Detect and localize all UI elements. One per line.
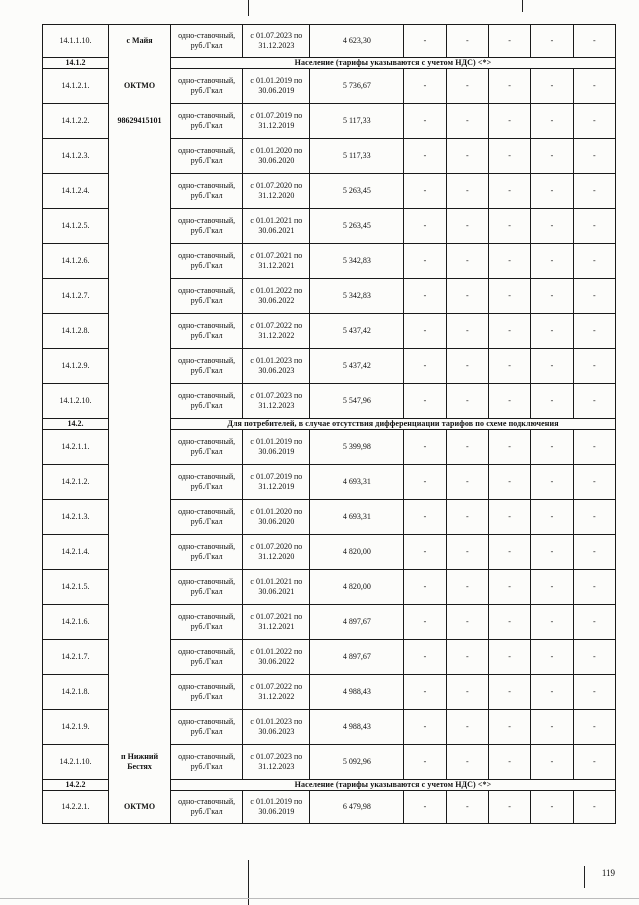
settlement-cell xyxy=(109,139,171,174)
empty-value-dash: - xyxy=(488,745,530,780)
empty-value-dash: - xyxy=(573,535,615,570)
empty-value-dash: - xyxy=(446,570,488,605)
unit-cell: одно-ставочный, руб./Гкал xyxy=(171,465,243,500)
empty-value-dash: - xyxy=(531,570,573,605)
section-header-row xyxy=(43,419,616,430)
empty-value-dash: - xyxy=(488,174,530,209)
empty-value-dash: - xyxy=(404,570,446,605)
unit-cell: одно-ставочный, руб./Гкал xyxy=(171,279,243,314)
empty-value-dash: - xyxy=(404,710,446,745)
period-cell: с 01.01.2021 по 30.06.2021 xyxy=(243,209,310,244)
table-row xyxy=(43,570,616,605)
empty-value-dash: - xyxy=(404,279,446,314)
row-code: 14.1.2.5. xyxy=(43,209,109,244)
row-code: 14.2.1.2. xyxy=(43,465,109,500)
empty-value-dash: - xyxy=(488,104,530,139)
place-cell xyxy=(109,780,171,791)
empty-value-dash: - xyxy=(404,465,446,500)
table-row xyxy=(43,209,616,244)
row-code: 14.2.1.10. xyxy=(43,745,109,780)
empty-value-dash: - xyxy=(404,605,446,640)
empty-value-dash: - xyxy=(446,209,488,244)
empty-value-dash: - xyxy=(573,430,615,465)
period-cell: с 01.01.2022 по 30.06.2022 xyxy=(243,279,310,314)
empty-value-dash: - xyxy=(573,675,615,710)
section-header-row xyxy=(43,780,616,791)
row-code: 14.1.2.3. xyxy=(43,139,109,174)
table-row xyxy=(43,174,616,209)
table-row xyxy=(43,500,616,535)
settlement-cell xyxy=(109,314,171,349)
unit-cell: одно-ставочный, руб./Гкал xyxy=(171,570,243,605)
empty-value-dash: - xyxy=(531,465,573,500)
table-row xyxy=(43,535,616,570)
empty-value-dash: - xyxy=(531,745,573,780)
period-cell: с 01.07.2020 по 31.12.2020 xyxy=(243,535,310,570)
period-cell: с 01.07.2019 по 31.12.2019 xyxy=(243,104,310,139)
tariff-value: 5 263,45 xyxy=(310,174,404,209)
place-cell xyxy=(109,419,171,430)
settlement-cell xyxy=(109,605,171,640)
empty-value-dash: - xyxy=(531,25,573,58)
empty-value-dash: - xyxy=(531,349,573,384)
empty-value-dash: - xyxy=(446,25,488,58)
empty-value-dash: - xyxy=(573,25,615,58)
period-cell: с 01.07.2020 по 31.12.2020 xyxy=(243,174,310,209)
unit-cell: одно-ставочный, руб./Гкал xyxy=(171,139,243,174)
period-cell: с 01.07.2023 по 31.12.2023 xyxy=(243,745,310,780)
section-header-row xyxy=(43,58,616,69)
empty-value-dash: - xyxy=(404,69,446,104)
empty-value-dash: - xyxy=(404,104,446,139)
empty-value-dash: - xyxy=(488,244,530,279)
empty-value-dash: - xyxy=(488,349,530,384)
period-cell: с 01.01.2020 по 30.06.2020 xyxy=(243,500,310,535)
empty-value-dash: - xyxy=(488,640,530,675)
tariff-value: 5 342,83 xyxy=(310,279,404,314)
settlement-cell xyxy=(109,384,171,419)
table-row xyxy=(43,384,616,419)
settlement-cell xyxy=(109,570,171,605)
section-title: Население (тарифы указываются с учетом НДС) <*> xyxy=(171,780,616,791)
tariff-value: 5 547,96 xyxy=(310,384,404,419)
tariff-value: 5 092,96 xyxy=(310,745,404,780)
table-row xyxy=(43,745,616,780)
tariff-value: 4 820,00 xyxy=(310,570,404,605)
empty-value-dash: - xyxy=(531,139,573,174)
settlement-cell xyxy=(109,349,171,384)
page-number: 119 xyxy=(601,868,615,878)
tariff-value: 5 437,42 xyxy=(310,314,404,349)
period-cell: с 01.01.2023 по 30.06.2023 xyxy=(243,710,310,745)
row-code: 14.2.1.5. xyxy=(43,570,109,605)
empty-value-dash: - xyxy=(404,25,446,58)
table-row xyxy=(43,710,616,745)
empty-value-dash: - xyxy=(573,500,615,535)
tariff-value: 6 479,98 xyxy=(310,791,404,824)
section-code: 14.2.2 xyxy=(43,780,109,791)
empty-value-dash: - xyxy=(446,710,488,745)
empty-value-dash: - xyxy=(573,104,615,139)
scan-line xyxy=(522,0,523,12)
empty-value-dash: - xyxy=(446,430,488,465)
row-code: 14.1.2.7. xyxy=(43,279,109,314)
empty-value-dash: - xyxy=(573,349,615,384)
empty-value-dash: - xyxy=(446,69,488,104)
empty-value-dash: - xyxy=(573,209,615,244)
tariff-value: 4 693,31 xyxy=(310,500,404,535)
row-code: 14.1.2.9. xyxy=(43,349,109,384)
scan-line xyxy=(0,898,639,899)
empty-value-dash: - xyxy=(531,500,573,535)
table-row xyxy=(43,104,616,139)
tariff-value: 5 117,33 xyxy=(310,139,404,174)
empty-value-dash: - xyxy=(446,791,488,824)
row-code: 14.1.2.1. xyxy=(43,69,109,104)
settlement-cell xyxy=(109,465,171,500)
period-cell: с 01.01.2019 по 30.06.2019 xyxy=(243,791,310,824)
tariff-value: 4 897,67 xyxy=(310,605,404,640)
empty-value-dash: - xyxy=(404,500,446,535)
empty-value-dash: - xyxy=(404,314,446,349)
empty-value-dash: - xyxy=(488,209,530,244)
empty-value-dash: - xyxy=(531,314,573,349)
empty-value-dash: - xyxy=(573,745,615,780)
unit-cell: одно-ставочный, руб./Гкал xyxy=(171,500,243,535)
unit-cell: одно-ставочный, руб./Гкал xyxy=(171,244,243,279)
settlement-cell xyxy=(109,209,171,244)
unit-cell: одно-ставочный, руб./Гкал xyxy=(171,384,243,419)
period-cell: с 01.01.2020 по 30.06.2020 xyxy=(243,139,310,174)
settlement-cell xyxy=(109,675,171,710)
period-cell: с 01.01.2019 по 30.06.2019 xyxy=(243,430,310,465)
tariff-value: 4 693,31 xyxy=(310,465,404,500)
empty-value-dash: - xyxy=(404,430,446,465)
table-row xyxy=(43,605,616,640)
empty-value-dash: - xyxy=(531,605,573,640)
unit-cell: одно-ставочный, руб./Гкал xyxy=(171,349,243,384)
unit-cell: одно-ставочный, руб./Гкал xyxy=(171,25,243,58)
table-row xyxy=(43,465,616,500)
table-row xyxy=(43,640,616,675)
empty-value-dash: - xyxy=(404,384,446,419)
empty-value-dash: - xyxy=(531,640,573,675)
empty-value-dash: - xyxy=(531,384,573,419)
empty-value-dash: - xyxy=(446,104,488,139)
table-row xyxy=(43,349,616,384)
empty-value-dash: - xyxy=(404,244,446,279)
unit-cell: одно-ставочный, руб./Гкал xyxy=(171,535,243,570)
row-code: 14.1.2.4. xyxy=(43,174,109,209)
empty-value-dash: - xyxy=(404,745,446,780)
period-cell: с 01.07.2021 по 31.12.2021 xyxy=(243,605,310,640)
period-cell: с 01.01.2023 по 30.06.2023 xyxy=(243,349,310,384)
section-code: 14.2. xyxy=(43,419,109,430)
tariff-value: 5 117,33 xyxy=(310,104,404,139)
empty-value-dash: - xyxy=(446,605,488,640)
empty-value-dash: - xyxy=(446,314,488,349)
scan-line xyxy=(248,0,249,16)
empty-value-dash: - xyxy=(573,69,615,104)
unit-cell: одно-ставочный, руб./Гкал xyxy=(171,745,243,780)
table-row xyxy=(43,25,616,58)
empty-value-dash: - xyxy=(531,791,573,824)
empty-value-dash: - xyxy=(446,465,488,500)
empty-value-dash: - xyxy=(446,500,488,535)
unit-cell: одно-ставочный, руб./Гкал xyxy=(171,791,243,824)
table-row xyxy=(43,139,616,174)
empty-value-dash: - xyxy=(446,174,488,209)
tariff-value: 4 988,43 xyxy=(310,710,404,745)
table-row xyxy=(43,69,616,104)
empty-value-dash: - xyxy=(446,675,488,710)
row-code: 14.2.1.9. xyxy=(43,710,109,745)
empty-value-dash: - xyxy=(488,791,530,824)
unit-cell: одно-ставочный, руб./Гкал xyxy=(171,69,243,104)
settlement-cell xyxy=(109,710,171,745)
row-code: 14.2.1.1. xyxy=(43,430,109,465)
settlement-cell: с Майя xyxy=(109,25,171,58)
period-cell: с 01.07.2021 по 31.12.2021 xyxy=(243,244,310,279)
settlement-cell xyxy=(109,430,171,465)
empty-value-dash: - xyxy=(446,745,488,780)
settlement-cell: ОКТМО xyxy=(109,69,171,104)
tariff-value: 5 736,67 xyxy=(310,69,404,104)
empty-value-dash: - xyxy=(488,25,530,58)
empty-value-dash: - xyxy=(488,570,530,605)
empty-value-dash: - xyxy=(404,209,446,244)
row-code: 14.1.1.10. xyxy=(43,25,109,58)
empty-value-dash: - xyxy=(531,69,573,104)
empty-value-dash: - xyxy=(531,279,573,314)
unit-cell: одно-ставочный, руб./Гкал xyxy=(171,640,243,675)
table-row xyxy=(43,244,616,279)
unit-cell: одно-ставочный, руб./Гкал xyxy=(171,710,243,745)
unit-cell: одно-ставочный, руб./Гкал xyxy=(171,430,243,465)
empty-value-dash: - xyxy=(573,465,615,500)
empty-value-dash: - xyxy=(573,139,615,174)
place-cell xyxy=(109,58,171,69)
empty-value-dash: - xyxy=(488,384,530,419)
settlement-cell xyxy=(109,174,171,209)
empty-value-dash: - xyxy=(531,209,573,244)
empty-value-dash: - xyxy=(404,349,446,384)
empty-value-dash: - xyxy=(446,279,488,314)
empty-value-dash: - xyxy=(446,384,488,419)
empty-value-dash: - xyxy=(446,139,488,174)
empty-value-dash: - xyxy=(573,710,615,745)
unit-cell: одно-ставочный, руб./Гкал xyxy=(171,675,243,710)
empty-value-dash: - xyxy=(404,640,446,675)
empty-value-dash: - xyxy=(488,535,530,570)
period-cell: с 01.07.2022 по 31.12.2022 xyxy=(243,675,310,710)
empty-value-dash: - xyxy=(488,279,530,314)
unit-cell: одно-ставочный, руб./Гкал xyxy=(171,314,243,349)
empty-value-dash: - xyxy=(531,710,573,745)
empty-value-dash: - xyxy=(446,640,488,675)
section-code: 14.1.2 xyxy=(43,58,109,69)
empty-value-dash: - xyxy=(446,244,488,279)
row-code: 14.1.2.10. xyxy=(43,384,109,419)
period-cell: с 01.07.2022 по 31.12.2022 xyxy=(243,314,310,349)
period-cell: с 01.01.2021 по 30.06.2021 xyxy=(243,570,310,605)
unit-cell: одно-ставочный, руб./Гкал xyxy=(171,605,243,640)
table-row xyxy=(43,791,616,824)
empty-value-dash: - xyxy=(404,791,446,824)
unit-cell: одно-ставочный, руб./Гкал xyxy=(171,104,243,139)
empty-value-dash: - xyxy=(573,605,615,640)
tariff-value: 4 820,00 xyxy=(310,535,404,570)
empty-value-dash: - xyxy=(573,384,615,419)
empty-value-dash: - xyxy=(488,675,530,710)
empty-value-dash: - xyxy=(573,791,615,824)
empty-value-dash: - xyxy=(488,430,530,465)
empty-value-dash: - xyxy=(573,640,615,675)
period-cell: с 01.07.2019 по 31.12.2019 xyxy=(243,465,310,500)
row-code: 14.2.1.3. xyxy=(43,500,109,535)
table-row xyxy=(43,279,616,314)
tariff-value: 5 437,42 xyxy=(310,349,404,384)
empty-value-dash: - xyxy=(404,675,446,710)
section-title: Для потребителей, в случае отсутствия дифференциации тарифов по схеме подключения xyxy=(171,419,616,430)
empty-value-dash: - xyxy=(446,349,488,384)
settlement-cell: ОКТМО xyxy=(109,791,171,824)
settlement-cell xyxy=(109,640,171,675)
settlement-cell: 98629415101 xyxy=(109,104,171,139)
empty-value-dash: - xyxy=(573,570,615,605)
unit-cell: одно-ставочный, руб./Гкал xyxy=(171,174,243,209)
period-cell: с 01.01.2022 по 30.06.2022 xyxy=(243,640,310,675)
empty-value-dash: - xyxy=(531,174,573,209)
row-code: 14.1.2.8. xyxy=(43,314,109,349)
table-row xyxy=(43,430,616,465)
empty-value-dash: - xyxy=(531,535,573,570)
settlement-cell xyxy=(109,535,171,570)
row-code: 14.2.1.8. xyxy=(43,675,109,710)
settlement-cell xyxy=(109,279,171,314)
tariff-value: 4 988,43 xyxy=(310,675,404,710)
tariff-value: 5 263,45 xyxy=(310,209,404,244)
empty-value-dash: - xyxy=(531,104,573,139)
empty-value-dash: - xyxy=(531,675,573,710)
scan-line xyxy=(584,866,585,888)
empty-value-dash: - xyxy=(488,465,530,500)
row-code: 14.2.2.1. xyxy=(43,791,109,824)
empty-value-dash: - xyxy=(488,710,530,745)
empty-value-dash: - xyxy=(531,244,573,279)
empty-value-dash: - xyxy=(573,279,615,314)
empty-value-dash: - xyxy=(488,139,530,174)
period-cell: с 01.07.2023 по 31.12.2023 xyxy=(243,25,310,58)
settlement-cell xyxy=(109,244,171,279)
empty-value-dash: - xyxy=(488,314,530,349)
tariff-table xyxy=(42,24,616,824)
row-code: 14.2.1.4. xyxy=(43,535,109,570)
tariff-value: 5 342,83 xyxy=(310,244,404,279)
empty-value-dash: - xyxy=(573,314,615,349)
table-row xyxy=(43,314,616,349)
empty-value-dash: - xyxy=(488,69,530,104)
row-code: 14.2.1.6. xyxy=(43,605,109,640)
row-code: 14.1.2.6. xyxy=(43,244,109,279)
empty-value-dash: - xyxy=(573,174,615,209)
empty-value-dash: - xyxy=(404,535,446,570)
empty-value-dash: - xyxy=(446,535,488,570)
unit-cell: одно-ставочный, руб./Гкал xyxy=(171,209,243,244)
empty-value-dash: - xyxy=(488,605,530,640)
empty-value-dash: - xyxy=(531,430,573,465)
tariff-value: 5 399,98 xyxy=(310,430,404,465)
settlement-cell xyxy=(109,500,171,535)
empty-value-dash: - xyxy=(404,174,446,209)
period-cell: с 01.07.2023 по 31.12.2023 xyxy=(243,384,310,419)
empty-value-dash: - xyxy=(488,500,530,535)
row-code: 14.1.2.2. xyxy=(43,104,109,139)
section-title: Население (тарифы указываются с учетом НДС) <*> xyxy=(171,58,616,69)
tariff-value: 4 897,67 xyxy=(310,640,404,675)
settlement-cell: п Нижний Бестях xyxy=(109,745,171,780)
tariff-value: 4 623,30 xyxy=(310,25,404,58)
row-code: 14.2.1.7. xyxy=(43,640,109,675)
empty-value-dash: - xyxy=(573,244,615,279)
empty-value-dash: - xyxy=(404,139,446,174)
table-row xyxy=(43,675,616,710)
period-cell: с 01.01.2019 по 30.06.2019 xyxy=(243,69,310,104)
